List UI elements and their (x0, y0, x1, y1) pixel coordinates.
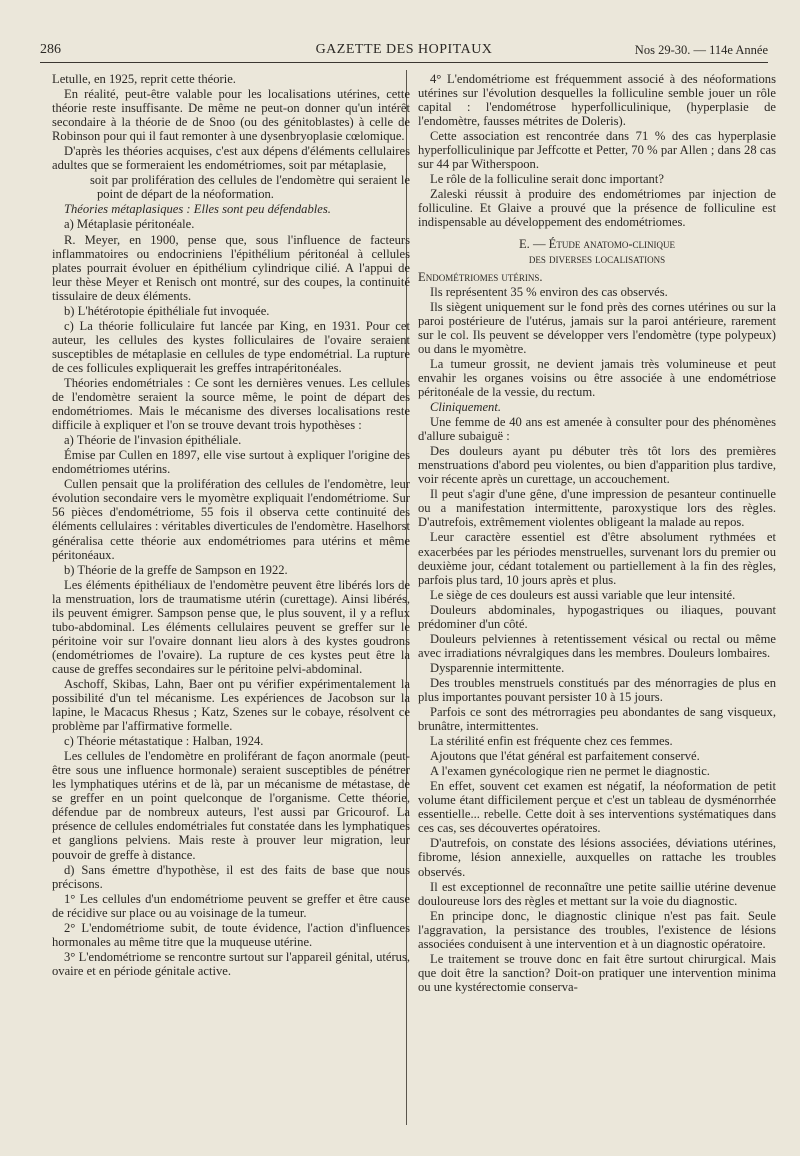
paragraph: En principe donc, le diagnostic clinique n'est pas fait. Seule l'aggravation, la persistance des troubles, l'existence de lésions associées conduisent à une intervention et à un diagnostic opératoire. (418, 908, 776, 951)
paragraph: Leur caractère essentiel est d'être absolument rythmées et exacerbées par les périodes menstruelles, survenant lors du premier ou deuxième jour, cédant totalement ou partiellement à la fin des règles, parfois plus tard, 10 jours après et plus. (418, 530, 776, 587)
paragraph: Ajoutons que l'état général est parfaitement conservé. (430, 749, 700, 764)
paragraph: Les éléments épithéliaux de l'endomètre peuvent être libérés lors de la menstruation, lors de traumatisme utérin (curettage). Ainsi libérés, ils peuvent émigrer. Sampson pense que, le plus souvent, il y a reflux tubo-abdominal. Les éléments cellulaires peuvent se greffer sur le péritoine voir sur l'ovaire donnant lieu alors à des kystes goudrons (endométriomes de l'ovaire). La rupture de ces kystes peut être la cause de greffes secondaires sur le péritoine pelvi-abdominal. (52, 577, 410, 676)
paragraph: Letulle, en 1925, reprit cette théorie. (52, 72, 236, 86)
paragraph: 3° L'endométriome se rencontre surtout sur l'appareil génital, utérus, ovaire et en période génitale active. (52, 949, 410, 978)
paragraph: a) Métaplasie péritonéale. (64, 217, 195, 232)
paragraph: Aschoff, Skibas, Lahn, Baer ont pu vérifier expérimentalement la possibilité d'un tel mécanisme. Les expériences de Jacobson sur la lapine, le Macacus Rhesus ; Katz, Szenes sur le cobaye, résolvent ce problème par l'affirmative formelle. (52, 676, 410, 734)
paragraph: b) Théorie de la greffe de Sampson en 1922. (64, 562, 288, 577)
paragraph: soit par prolifération des cellules de l'endomètre qui seraient le point de départ de la néoformation. (90, 173, 410, 202)
paragraph: a) Théorie de l'invasion épithéliale. (64, 433, 242, 448)
paragraph: Zaleski réussit à produire des endométriomes par injection de folliculine. Et Glaive a prouvé que la présence de folliculine est indispensable au développement des endométriomes. (418, 187, 776, 230)
paragraph: Théories endométriales : Ce sont les dernières venues. Les cellules de l'endomètre seraient la source même, le point de départ des endométriomes. Mais le mécanisme des diverses localisations reste difficile à expliquer et l'on se trouve devant trois hypothèses : (52, 375, 410, 433)
paragraph: A l'examen gynécologique rien ne permet le diagnostic. (430, 764, 710, 779)
paragraph: Le rôle de la folliculine serait donc important? (430, 172, 664, 187)
paragraph: La stérilité enfin est fréquente chez ces femmes. (430, 734, 673, 749)
paragraph: Douleurs abdominales, hypogastriques ou iliaques, pouvant prédominer d'un côté. (418, 602, 776, 631)
paragraph: Cette association est rencontrée dans 71 % des cas hyperplasie hyperfolliculinique par Jeffcotte et Petter, 70 % par Allen ; dans 28 cas sur 44 par Witherspoon. (418, 129, 776, 172)
paragraph: 1° Les cellules d'un endométriome peuvent se greffer et être cause de récidive sur place ou au voisinage de la tumeur. (52, 891, 410, 920)
paragraph: Cullen pensait que la prolifération des cellules de l'endomètre, leur évolution secondaire vers le myomètre expliquait l'endométriome. Sur 56 pièces d'endométriome, 55 fois il observa cette continuité des éléments cellulaires : véritables diverticules de l'endomètre. Haselhorst généralisa cette théorie aux endométriomes para utérins et même péritonéaux. (52, 477, 410, 562)
paragraph: D'autrefois, on constate des lésions associées, déviations utérines, fibrome, lésion annexielle, auxquelles on rattache les troubles observés. (418, 836, 776, 879)
page-header (40, 40, 768, 63)
paragraph: Il est exceptionnel de reconnaître une petite saillie utérine devenue douloureuse lors des règles et mettant sur la voie du diagnostic. (418, 879, 776, 908)
paragraph: Le siège de ces douleurs est aussi variable que leur intensité. (430, 587, 736, 602)
paragraph: b) L'hétérotopie épithéliale fut invoquée. (64, 303, 270, 318)
paragraph: Émise par Cullen en 1897, elle vise surtout à expliquer l'origine des endométriomes utérins. (52, 448, 410, 477)
section-heading: Théories métaplasiques : Elles sont peu défendables. (64, 202, 331, 217)
paragraph: La tumeur grossit, ne devient jamais très volumineuse et peut envahir les organes voisins ou être associée à une endométriose péritonéale de la vessie, du rectum. (418, 356, 776, 399)
paragraph: En effet, souvent cet examen est négatif, la néoformation de petit volume étant difficilement perçue et c'est un tableau de dysménorrhée essentielle... rebelle. Cette doit à ses interventions systématiques dans ces cas, ses découvertes opératoires. (418, 779, 776, 836)
paragraph: Douleurs pelviennes à retentissement vésical ou rectal ou même avec irradiations névralgiques dans les membres. Douleurs lombaires. (418, 631, 776, 660)
paragraph: d) Sans émettre d'hypothèse, il est des faits de base que nous précisons. (52, 862, 410, 891)
paragraph: Une femme de 40 ans est amenée à consulter pour des phénomènes d'allure subaiguë : (418, 415, 776, 444)
paragraph: c) La théorie folliculaire fut lancée par King, en 1931. Pour cet auteur, les cellules des kystes folliculaires de l'ovaire seraient susceptibles de métaplasie en cellules de type endométrial. La rupture de ces follicules expliquerait les greffes intrapéritonéales. (52, 318, 410, 375)
paragraph: En réalité, peut-être valable pour les localisations utérines, cette théorie reste insuffisante. De même ne peut-on donner qu'un intérêt secondaire à la théorie de de Snoo (ou des génitoblastes) à celle de Robinson pour qui il faut remonter à une dysenbryoplasie cœlomique. (52, 87, 410, 144)
subsection-heading: Endométriomes utérins. (418, 269, 543, 284)
section-subheading: des diverses localisations (528, 251, 666, 266)
paragraph: 2° L'endométriome subit, de toute évidence, l'action d'influences hormonales au même titre que la muqueuse utérine. (52, 920, 410, 949)
left-column (52, 72, 410, 979)
paragraph: Des douleurs ayant pu débuter très tôt lors des premières menstruations d'abord peu violentes, ou bien d'apparition plus tardive, voir récente après un curettage, un accouchement. (418, 444, 776, 487)
section-heading: E. — Étude anatomo-clinique (518, 236, 676, 251)
page-number: 286 (40, 42, 61, 57)
paragraph: Dysparennie intermittente. (430, 660, 565, 675)
subsection-heading: Cliniquement. (430, 400, 502, 415)
paragraph: Parfois ce sont des métrorragies peu abondantes de sang visqueux, brunâtre, intermittentes. (418, 705, 776, 734)
paragraph: Des troubles menstruels constitués par des ménorragies de plus en plus importantes pouvant persister 10 à 15 jours. (418, 675, 776, 704)
paragraph: D'après les théories acquises, c'est aux dépens d'éléments cellulaires adultes que se formeraient les endométriomes, soit par métaplasie, (52, 144, 410, 173)
paragraph: Le traitement se trouve donc en fait être surtout chirurgical. Mais que doit être la sanction? Doit-on pratiquer une intervention minima ou une kystérectomie conserva- (418, 951, 776, 994)
journal-title: GAZETTE DES HOPITAUX (315, 42, 493, 57)
paragraph: R. Meyer, en 1900, pense que, sous l'influence de facteurs inflammatoires ou endocriniens l'épithélium péritonéal à cellules plates pourrait évoluer en épithélium cylindrique cilié. A l'appui de leur thèse Meyer et Renisch ont montré, sur des coupes, la continuité tissulaire de deux éléments. (52, 232, 410, 303)
paragraph: c) Théorie métastatique : Halban, 1924. (64, 734, 264, 749)
paragraph: Les cellules de l'endomètre en proliférant de façon anormale (peut-être sous une influence hormonale) seraient susceptibles de pénétrer les lymphatiques utérins et de là, par un mécanisme de métastase, de se greffer en un point quelconque de l'organisme. Cette théorie, défendue par de nombreux auteurs, l'est aussi par Gricourof. La présence de cellules endométriales fut constatée dans les lymphatiques et ganglions pelviens. Mais reste à prouver leur migration, leur pouvoir de greffe à distance. (52, 749, 410, 862)
issue-info: Nos 29-30. — 114e Année (634, 43, 768, 57)
paragraph: 4° L'endométriome est fréquemment associé à des néoformations utérines sur l'évolution desquelles la folliculine semble jouer un rôle capital : l'endométrose hyperfolliculinique, (hyperplasie de l'endomètre, fausses métrites de Doleris). (418, 72, 776, 129)
paragraph: Il peut s'agir d'une gêne, d'une impression de pesanteur continuelle ou a manifestation intermittente, paroxystique lors des règles. D'autrefois, extrêmement violentes obligeant la malade au repos. (418, 487, 776, 530)
paragraph: Ils siègent uniquement sur le fond près des cornes utérines ou sur la paroi postérieure de l'utérus, jamais sur la paroi antérieure, rarement sur le col. Ils peuvent se développer vers l'endomètre (type polypeux) ou dans le myomètre. (418, 299, 776, 356)
paragraph: Ils représentent 35 % environ des cas observés. (430, 284, 668, 299)
right-column (418, 72, 776, 995)
